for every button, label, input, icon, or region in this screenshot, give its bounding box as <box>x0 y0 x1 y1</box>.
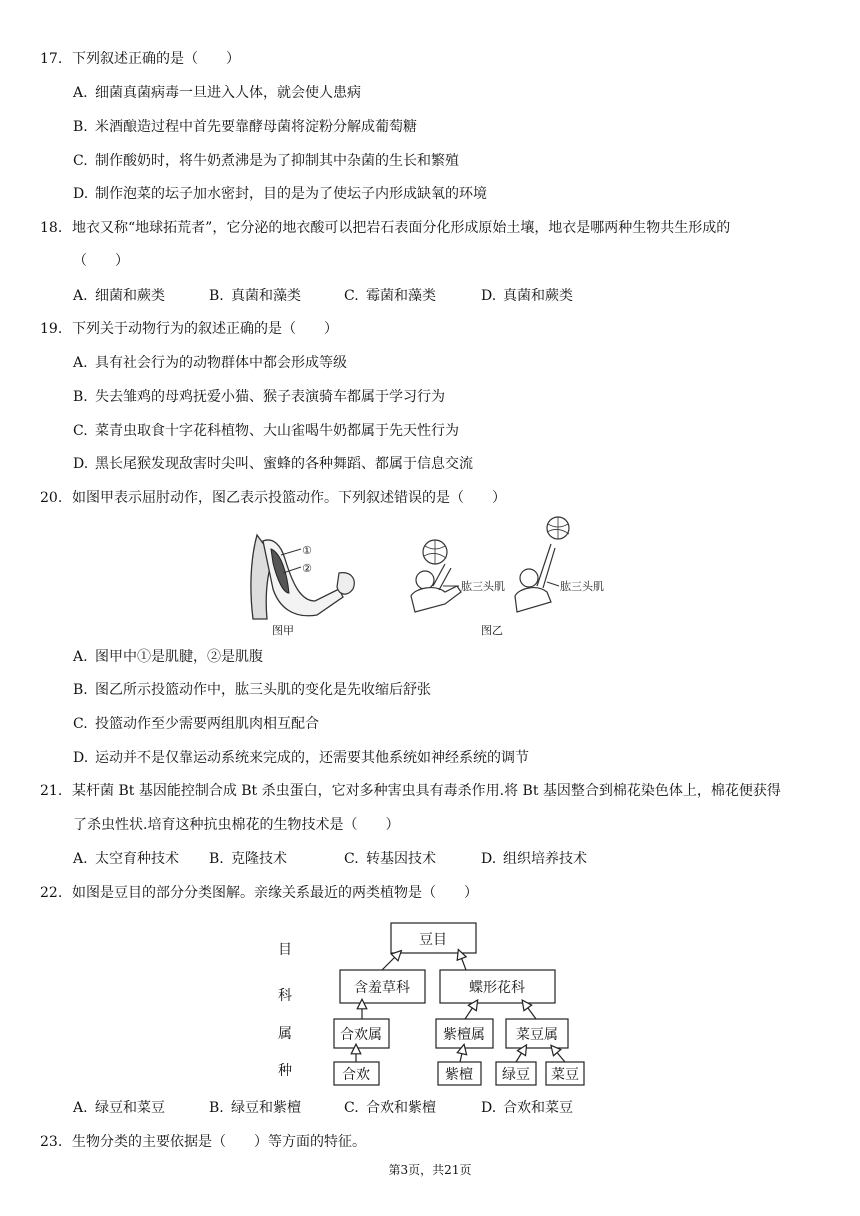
q22-option-b: B. 绿豆和紫檀 <box>209 1100 301 1116</box>
figure-jia-caption: 图甲 <box>272 624 294 637</box>
q23-stem: 23. 生物分类的主要依据是（ ）等方面的特征。 <box>40 1134 366 1150</box>
rank-family-label: 科 <box>278 988 292 1004</box>
q18-options <box>73 287 833 305</box>
tree-order: 豆目 <box>419 932 447 948</box>
tree-species-2: 紫檀 <box>445 1067 473 1083</box>
q20-option-a: A. 图甲中①是肌腱，②是肌腹 <box>73 649 263 665</box>
page-footer: 第3页，共21页 <box>388 1163 472 1177</box>
figure-yi-label-1: 肱三头肌 <box>461 580 505 593</box>
q18-stem: 18. 地衣又称“地球拓荒者”，它分泌的地衣酸可以把岩石表面分化形成原始土壤，地衣是哪两种生物共生形成的 <box>40 220 731 236</box>
q21-option-c: C. 转基因技术 <box>344 851 436 867</box>
figure-jia-mark-1: ① <box>302 544 312 557</box>
tree-species-1: 合欢 <box>342 1067 370 1083</box>
q19-option-a: A. 具有社会行为的动物群体中都会形成等级 <box>73 355 347 371</box>
q22-option-a: A. 绿豆和菜豆 <box>73 1100 165 1116</box>
classification-tree <box>270 918 590 1088</box>
q22-stem: 22. 如图是豆目的部分分类图解。亲缘关系最近的两类植物是（ ） <box>40 885 478 901</box>
q19-option-b: B. 失去雏鸡的母鸡抚爱小猫、猴子表演骑车都属于学习行为 <box>73 389 445 405</box>
tree-genus-3: 菜豆属 <box>516 1027 558 1043</box>
tree-species-3: 绿豆 <box>502 1067 530 1083</box>
q18-stem-continued: （ ） <box>73 253 129 269</box>
q22-options <box>73 1099 833 1117</box>
q21-option-a: A. 太空育种技术 <box>73 851 179 867</box>
q21-option-b: B. 克隆技术 <box>209 851 287 867</box>
q17-option-c: C. 制作酸奶时，将牛奶煮沸是为了抑制其中杂菌的生长和繁殖 <box>73 153 459 169</box>
q18-option-c: C. 霉菌和藻类 <box>344 288 436 304</box>
rank-species-label: 种 <box>278 1063 292 1079</box>
q17-option-b: B. 米酒酿造过程中首先要靠酵母菌将淀粉分解成葡萄糖 <box>73 119 417 135</box>
q17-stem: 17. 下列叙述正确的是（ ） <box>40 51 240 67</box>
q17-option-d: D. 制作泡菜的坛子加水密封，目的是为了使坛子内形成缺氧的环境 <box>73 186 487 202</box>
tree-genus-1: 合欢属 <box>340 1027 382 1043</box>
figure-yi-label-2: 肱三头肌 <box>560 580 604 593</box>
q19-stem: 19. 下列关于动物行为的叙述正确的是（ ） <box>40 321 338 337</box>
q21-options <box>73 850 833 868</box>
q19-option-d: D. 黑长尾猴发现敌害时尖叫、蜜蜂的各种舞蹈、都属于信息交流 <box>73 456 473 472</box>
rank-order-label: 目 <box>278 942 292 958</box>
q18-option-b: B. 真菌和藻类 <box>209 288 301 304</box>
figure-jia-mark-2: ② <box>302 562 312 575</box>
rank-genus-label: 属 <box>278 1026 292 1042</box>
q21-stem-continued: 了杀虫性状.培育这种抗虫棉花的生物技术是（ ） <box>73 817 400 833</box>
q18-option-d: D. 真菌和蕨类 <box>481 288 573 304</box>
q21-stem: 21. 某杆菌 Bt 基因能控制合成 Bt 杀虫蛋白，它对多种害虫具有毒杀作用.将 Bt 基因整合到棉花染色体上，棉花便获得 <box>40 783 781 799</box>
q20-option-b: B. 图乙所示投篮动作中，肱三头肌的变化是先收缩后舒张 <box>73 682 431 698</box>
tree-family-1: 含羞草科 <box>354 980 410 996</box>
figure-yi-caption: 图乙 <box>481 624 503 637</box>
tree-species-4: 菜豆 <box>551 1067 579 1083</box>
q20-option-d: D. 运动并不是仅靠运动系统来完成的，还需要其他系统如神经系统的调节 <box>73 750 529 766</box>
q22-option-d: D. 合欢和菜豆 <box>481 1100 573 1116</box>
q19-option-c: C. 菜青虫取食十字花科植物、大山雀喝牛奶都属于先天性行为 <box>73 423 459 439</box>
q17-option-a: A. 细菌真菌病毒一旦进入人体，就会使人患病 <box>73 85 361 101</box>
figure-jia-arm <box>243 527 363 637</box>
q20-option-c: C. 投篮动作至少需要两组肌肉相互配合 <box>73 716 319 732</box>
q20-stem: 20. 如图甲表示屈肘动作，图乙表示投篮动作。下列叙述错误的是（ ） <box>40 490 506 506</box>
q21-option-d: D. 组织培养技术 <box>481 851 587 867</box>
tree-family-2: 蝶形花科 <box>469 980 525 996</box>
q22-option-c: C. 合欢和紫檀 <box>344 1100 436 1116</box>
tree-genus-2: 紫檀属 <box>443 1027 485 1043</box>
figure-yi-shooting <box>405 512 620 617</box>
q18-option-a: A. 细菌和蕨类 <box>73 288 165 304</box>
